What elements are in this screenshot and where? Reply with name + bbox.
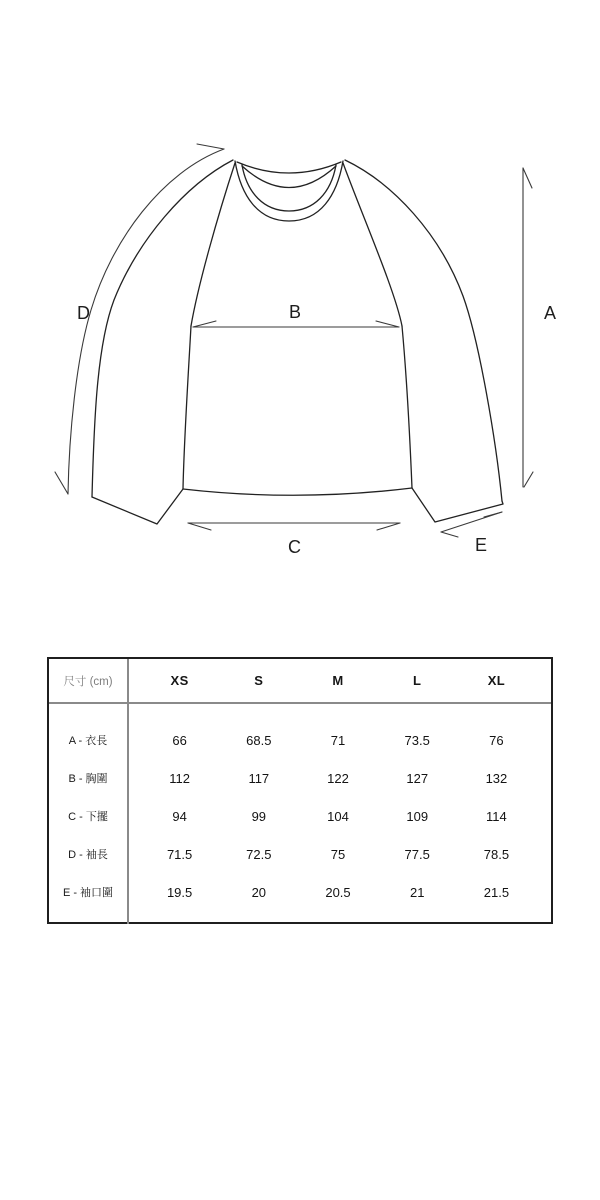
cell-value: 68.5 [246,732,272,748]
cell-value: 78.5 [483,846,510,862]
measure-label-a: A [544,303,557,323]
cell-value: 71.5 [166,846,193,862]
row-label-column [49,704,129,924]
sleeve-right-outline [345,160,502,501]
cell-value: 21.5 [483,884,510,900]
cell-value: 66 [172,732,187,748]
row-label-hem: C - 下擺 [68,811,108,823]
table-row [129,721,551,759]
body-side-seam-left [183,326,191,489]
cell-value: 21 [409,884,425,900]
cuff-left [92,489,183,524]
size-header-xs: XS [170,673,189,688]
raglan-seam-right [343,163,402,326]
table-row [129,835,551,873]
size-header-l: L [413,673,422,688]
table-row [129,797,551,835]
cuff-right [412,488,503,522]
size-table-header-row [49,659,551,704]
cell-value: 112 [169,770,190,786]
cell-value: 20.5 [325,884,351,900]
row-label-sleeve: D - 袖長 [68,849,108,861]
cell-value: 99 [251,808,267,824]
sleeve-left-outline [92,160,233,497]
cell-value: 104 [327,808,349,824]
row-label-chest: B - 胸圍 [68,773,108,785]
cell-value: 117 [248,770,270,786]
size-header-xl: XL [487,673,506,688]
size-table [47,657,553,924]
cell-value: 71 [330,732,346,748]
size-header-m: M [332,673,344,688]
body-hem [183,488,412,495]
measure-arrow-c [188,523,400,530]
cell-value: 77.5 [404,846,430,862]
table-row [129,873,551,911]
cell-value: 114 [486,808,507,824]
row-label-length: A - 衣長 [68,735,108,747]
measure-arrow-e [441,512,502,537]
cell-value: 132 [485,770,508,786]
cell-value: 122 [327,770,349,786]
measure-label-c: C [288,537,302,557]
measure-label-b: B [289,302,302,322]
cell-value: 94 [172,808,187,824]
unit-header-cell [49,659,129,702]
cell-value: 127 [406,770,429,786]
cell-value: 72.5 [246,846,272,862]
collar-outline [235,161,343,221]
cell-value: 73.5 [404,732,430,748]
row-label-cuff: E - 袖口圍 [62,887,114,899]
raglan-seam-left [191,163,235,326]
cell-value: 109 [406,808,429,824]
size-table-body [49,704,551,924]
measure-label-e: E [475,535,488,555]
size-header-s: S [254,673,264,688]
cell-value: 19.5 [166,884,193,900]
body-side-seam-right [402,326,412,488]
unit-header-label: 尺寸 (cm) [63,675,113,688]
cell-value: 75 [330,846,346,862]
table-row [129,759,551,797]
measure-arrow-a [523,168,533,487]
values-area [129,704,551,924]
cell-value: 76 [489,732,504,748]
measure-label-d: D [77,303,91,323]
cell-value: 20 [251,884,267,900]
